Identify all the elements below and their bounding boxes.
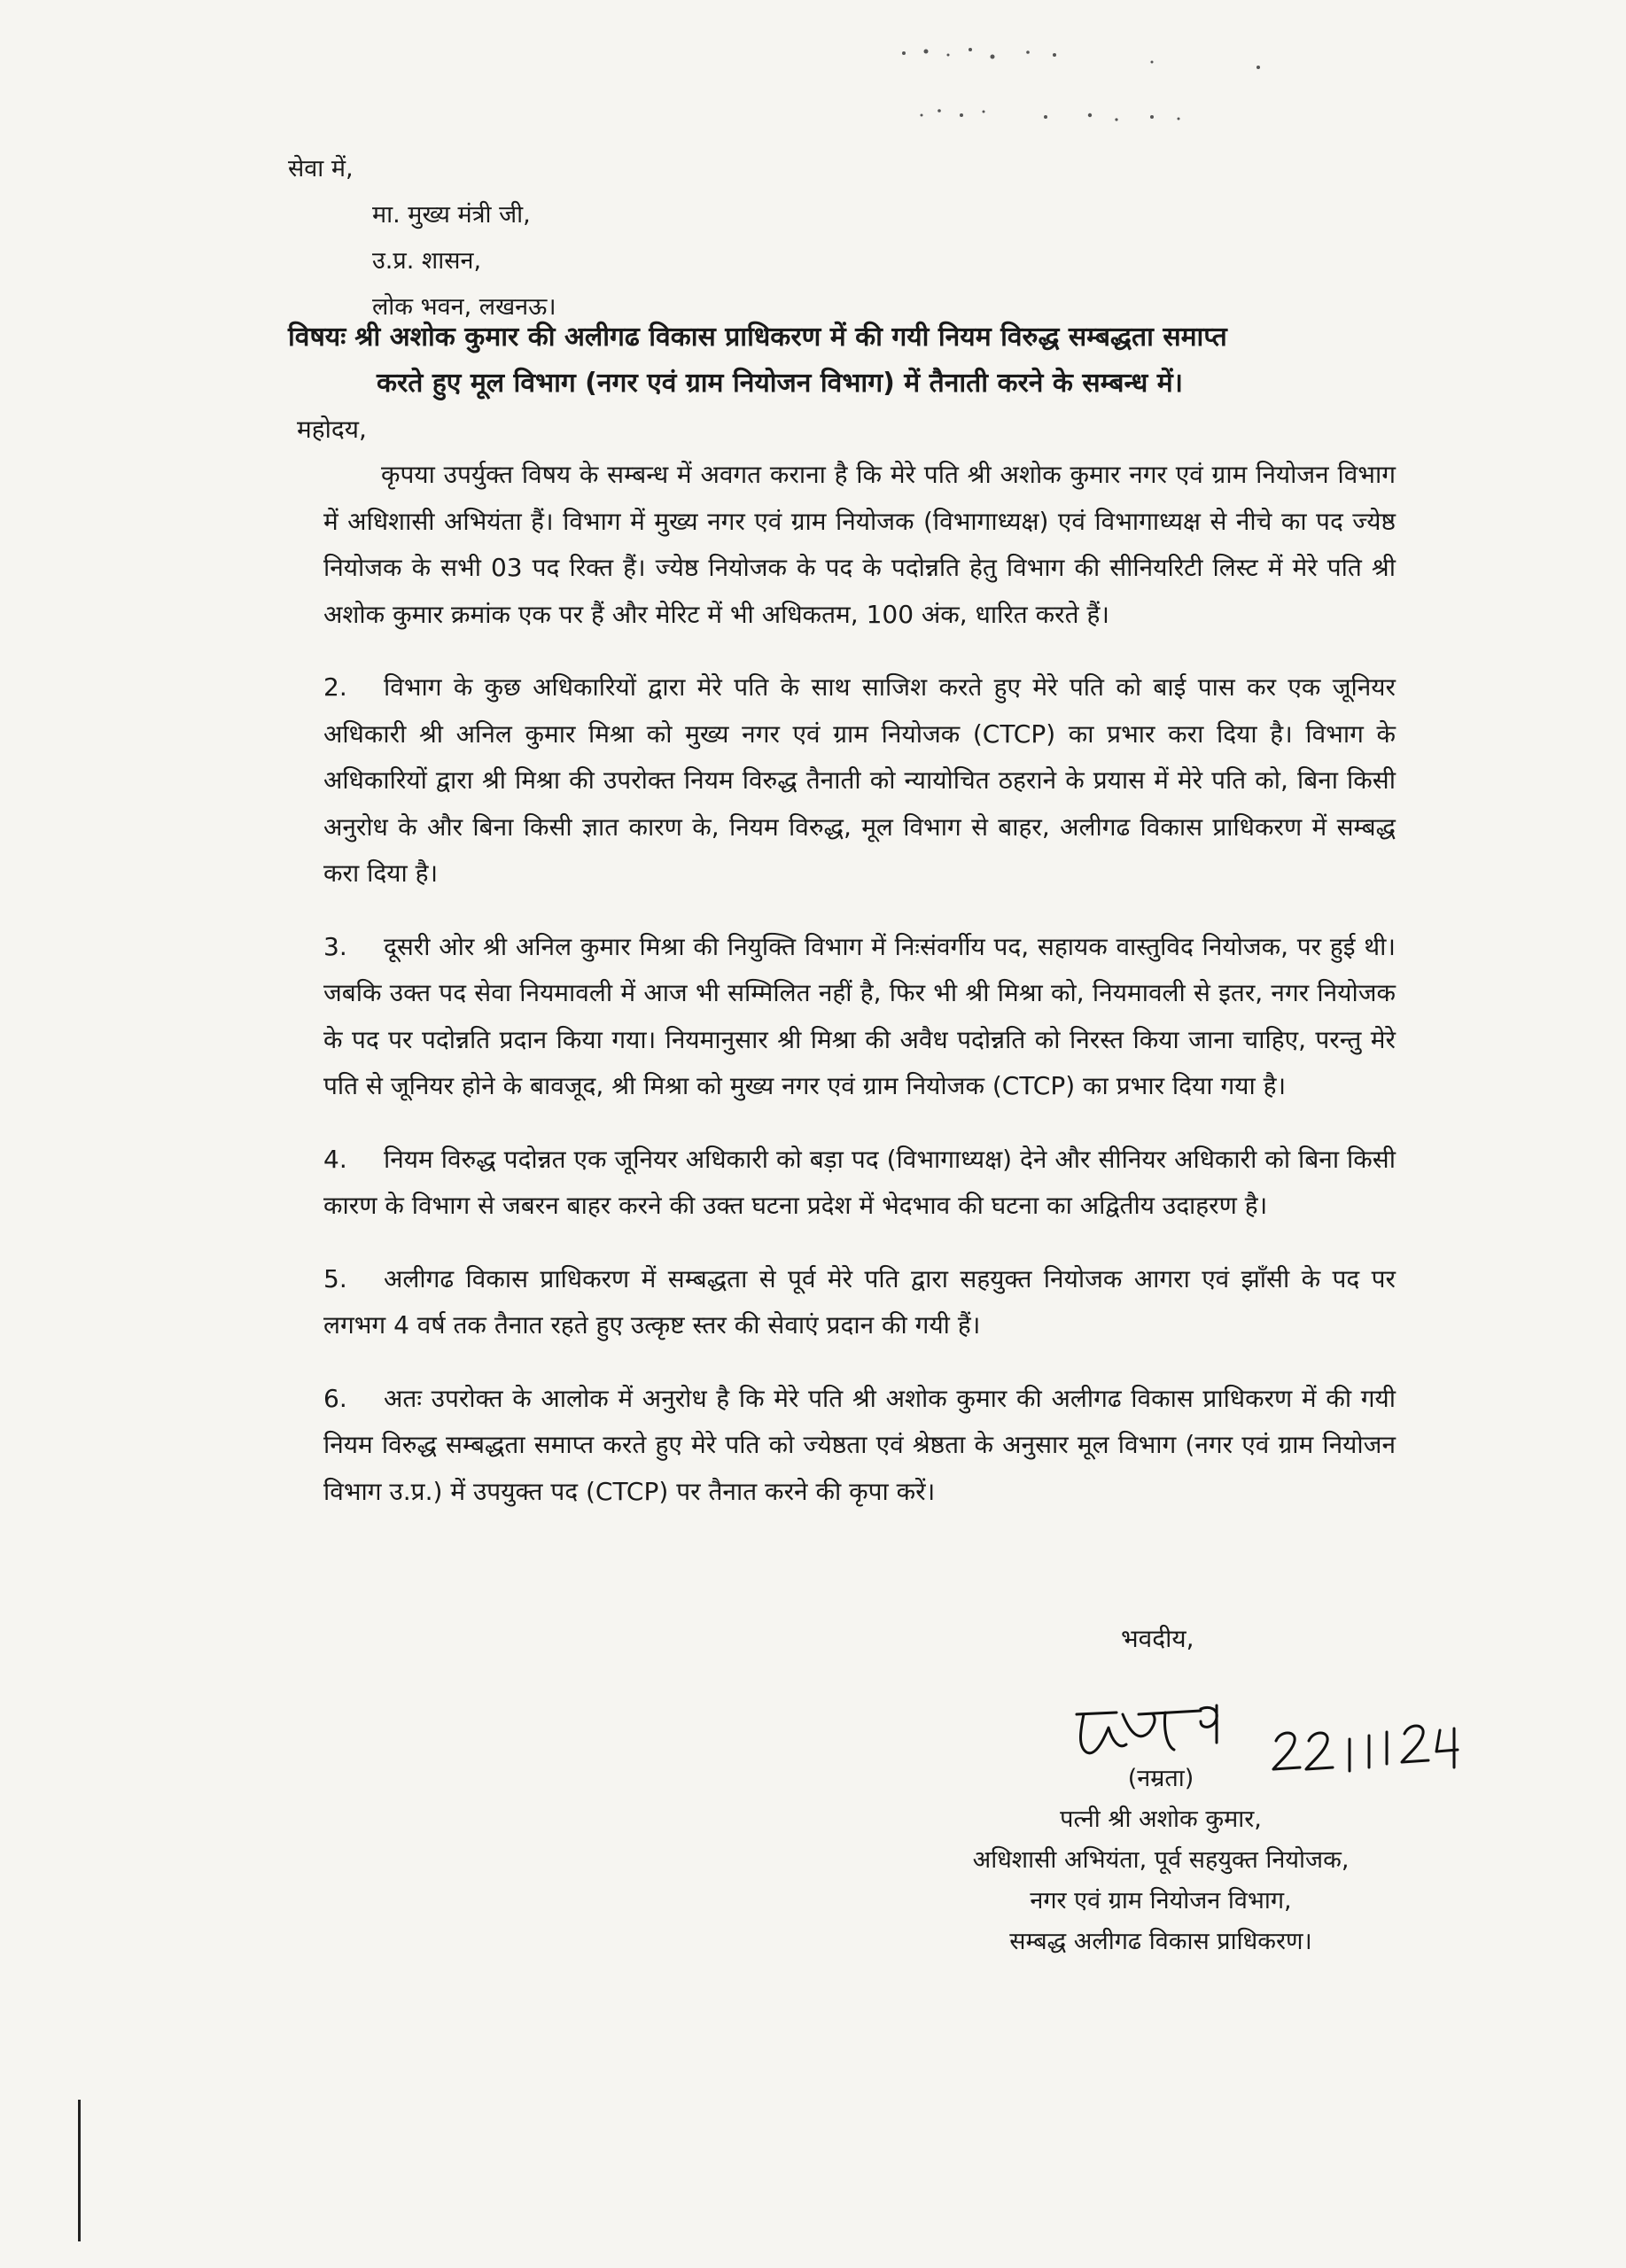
paragraph-text: विभाग के कुछ अधिकारियों द्वारा मेरे पति के साथ साजिश करते हुए मेरे पति को बाई पास कर एक जूनियर अधिकारी श्री अनिल कुमार मिश्रा को मुख्य नगर एवं ग्राम नियोजक (CTCP) का प्रभार करा दिया है। विभाग के अधिकारियों द्वारा श्री मिश्रा की उपरोक्त नियम विरुद्ध तैनाती को न्यायोचित ठहराने के प्रयास में मेरे पति को, बिना किसी अनुरोध के और बिना किसी ज्ञात कारण के, नियम विरुद्ध, मूल विभाग से बाहर, अलीगढ विकास प्राधिकरण में सम्बद्ध करा दिया है। — [323, 672, 1396, 888]
letter-body — [323, 452, 1396, 1542]
subject-text: श्री अशोक कुमार की अलीगढ विकास प्राधिकरण में की गयी नियम विरुद्ध सम्बद्धता समाप्त — [354, 322, 1227, 353]
paragraph-number: 5. — [323, 1263, 347, 1293]
signer-block — [886, 1759, 1435, 1962]
scan-noise-marks — [886, 35, 1294, 168]
paragraph-text: नियम विरुद्ध पदोन्नत एक जूनियर अधिकारी को बड़ा पद (विभागाध्यक्ष) देने और सीनियर अधिकारी को बिना किसी कारण के विभाग से जबरन बाहर करने की उक्त घटना प्रदेश में भेदभाव की घटना का अद्वितीय उदाहरण है। — [323, 1144, 1396, 1220]
paragraph-text: कृपया उपर्युक्त विषय के सम्बन्ध में अवगत कराना है कि मेरे पति श्री अशोक कुमार नगर एवं ग्राम नियोजन विभाग में अधिशासी अभियंता हैं। विभाग में मुख्य नगर एवं ग्राम नियोजक (विभागाध्यक्ष) एवं विभागाध्यक्ष से नीचे का पद ज्येष्ठ नियोजक के सभी 03 पद रिक्त हैं। ज्येष्ठ नियोजक के पद के पदोन्नति हेतु विभाग की सीनियरिटी लिस्ट में मेरे पति श्री अशोक कुमार क्रमांक एक पर हैं और मेरिट में भी अधिकतम, 100 अंक, धारित करते हैं। — [323, 460, 1396, 629]
margin-rule — [78, 2100, 81, 2241]
paragraph-number: 4. — [323, 1144, 347, 1174]
subject-label: विषयः — [288, 322, 346, 353]
paragraph-number: 2. — [323, 672, 347, 702]
paragraph-1 — [323, 452, 1396, 638]
recipient-address — [288, 146, 556, 330]
paragraph-3 — [323, 924, 1396, 1110]
address-to: सेवा में, — [288, 155, 354, 183]
address-line: उ.प्र. शासन, — [372, 247, 482, 275]
subject-text-continued: करते हुए मूल विभाग (नगर एवं ग्राम नियोजन विभाग) में तैनाती करने के सम्बन्ध में। — [377, 368, 1184, 399]
signer-line: सम्बद्ध अलीगढ विकास प्राधिकरण। — [1009, 1928, 1312, 1955]
paragraph-number: 6. — [323, 1383, 347, 1413]
closing: भवदीय, — [1121, 1624, 1194, 1653]
salutation: महोदय, — [297, 415, 367, 444]
signer-name: (नम्रता) — [1127, 1765, 1194, 1792]
signer-line: पत्नी श्री अशोक कुमार, — [1060, 1806, 1262, 1833]
signer-line: नगर एवं ग्राम नियोजन विभाग, — [1030, 1887, 1292, 1915]
paragraph-number: 3. — [323, 931, 347, 961]
paragraph-text: अलीगढ विकास प्राधिकरण में सम्बद्धता से पूर्व मेरे पति द्वारा सहयुक्त नियोजक आगरा एवं झाँसी के पद पर लगभग 4 वर्ष तक तैनात रहते हुए उत्कृष्ट स्तर की सेवाएं प्रदान की गयी हैं। — [323, 1263, 1396, 1340]
paragraph-5 — [323, 1256, 1396, 1349]
subject-block — [288, 315, 1378, 407]
paragraph-text: दूसरी ओर श्री अनिल कुमार मिश्रा की नियुक्ति विभाग में निःसंवर्गीय पद, सहायक वास्तुविद नियोजक, पर हुई थी। जबकि उक्त पद सेवा नियमावली में आज भी सम्मिलित नहीं है, फिर भी श्री मिश्रा को, नियमावली से इतर, नगर नियोजक के पद पर पदोन्नति प्रदान किया गया। नियमानुसार श्री मिश्रा की अवैध पदोन्नति को निरस्त किया जाना चाहिए, परन्तु मेरे पति से जूनियर होने के बावजूद, श्री मिश्रा को मुख्य नगर एवं ग्राम नियोजक (CTCP) का प्रभार दिया गया है। — [323, 931, 1396, 1100]
paragraph-2 — [323, 664, 1396, 897]
paragraph-text: अतः उपरोक्त के आलोक में अनुरोध है कि मेरे पति श्री अशोक कुमार की अलीगढ विकास प्राधिकरण में की गयी नियम विरुद्ध सम्बद्धता समाप्त करते हुए मेरे पति को ज्येष्ठता एवं श्रेष्ठता के अनुसार मूल विभाग (नगर एवं ग्राम नियोजन विभाग उ.प्र.) में उपयुक्त पद (CTCP) पर तैनात करने की कृपा करें। — [323, 1383, 1396, 1506]
paragraph-6 — [323, 1376, 1396, 1516]
address-line: लोक भवन, लखनऊ। — [372, 293, 556, 321]
paragraph-4 — [323, 1137, 1396, 1230]
signer-line: अधिशासी अभियंता, पूर्व सहयुक्त नियोजक, — [972, 1846, 1350, 1874]
address-line: मा. मुख्य मंत्री जी, — [372, 201, 531, 229]
